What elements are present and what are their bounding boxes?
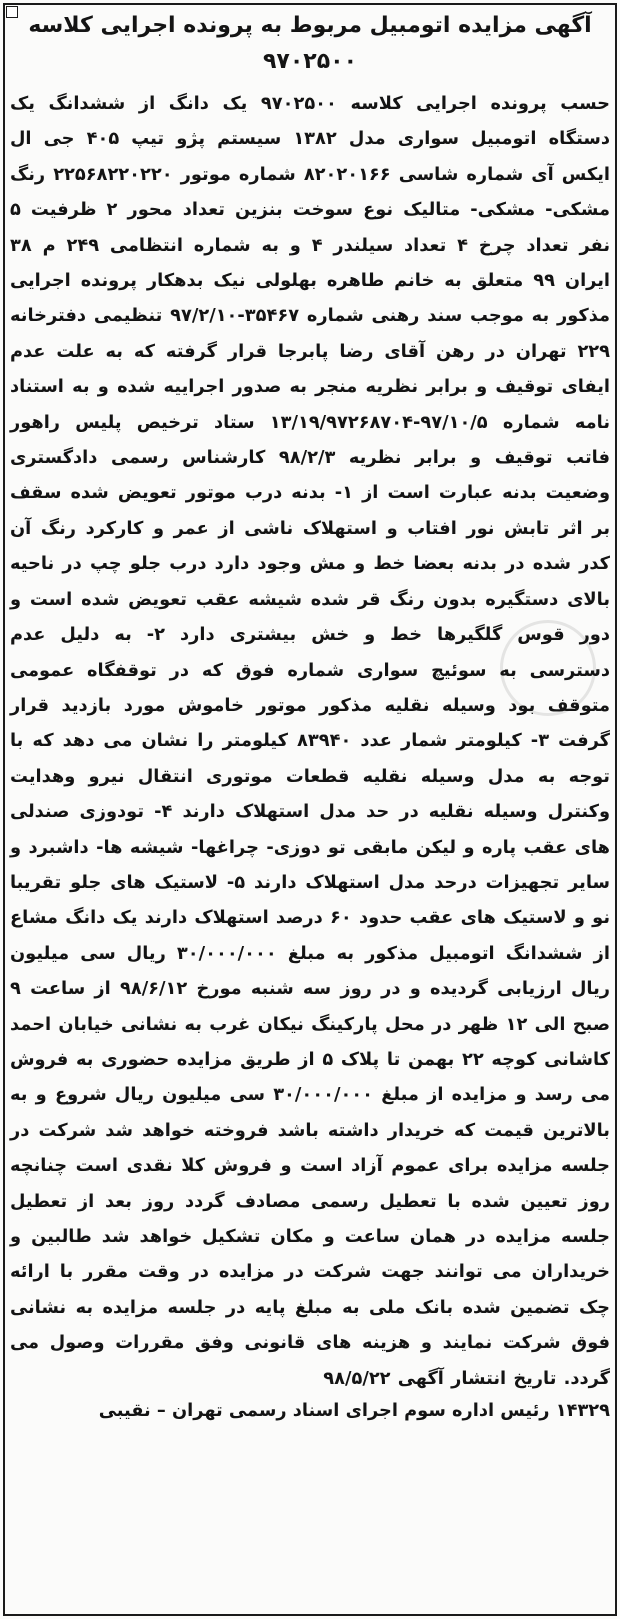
notice-footer-signature: ۱۴۳۲۹ رئیس اداره سوم اجرای اسناد رسمی تهران – نقیبی — [98, 1400, 610, 1422]
notice-content — [10, 8, 610, 1426]
notice-body: حسب پرونده اجرایی کلاسه ۹۷۰۲۵۰۰ یک دانگ از ششدانگ یک دستگاه اتومبیل سواری مدل ۱۳۸۲ سیستم پژو تیپ ۴۰۵ جی ال ایکس آی شماره شاسی ۸۲۰۲۰۱۶۶ شماره موتور ۲۲۵۶۸۲۲۰۲۲۰ رنگ مشکی- مشکی- متالیک نوع سوخت بنزین تعداد محور ۲ ظرفیت ۵ نفر تعداد چرخ ۴ تعداد سیلندر ۴ و به شماره انتظامی ۲۴۹ م ۳۸ ایران ۹۹ متعلق به خانم طاهره بهلولی نیک بدهکار پرونده اجرایی مذکور به موجب سند رهنی شماره ۳۵۴۶۷-۹۷/۲/۱۰ تنظیمی دفترخانه ۲۲۹ تهران در رهن آقای رضا پابرجا قرار گرفته که به علت عدم ایفای توقیف و برابر نظریه منجر به صدور اجراییه شده و به استناد نامه شماره ۹۷/۱۰/۵-۱۳/۱۹/۹۷۲۶۸۷۰۴ ستاد ترخیص پلیس راهور فاتب توقیف و برابر نظریه ۹۸/۲/۳ کارشناس رسمی دادگستری وضعیت بدنه عبارت است از ۱- بدنه درب موتور تعویض شده سقف بر اثر تابش نور افتاب و استهلاک ناشی از عمر و کارکرد رنگ آن کدر شده در بدنه بعضا خط و مش وجود دارد درب جلو چپ در ناحیه بالای دستگیره بدون رنگ قر شده شیشه عقب تعویض شده است و دور قوس گلگیرها خط و خش بیشتری دارد ۲- به دلیل عدم دسترسی به سوئیچ سواری شماره فوق که در توقفگاه عمومی متوقف بود وسیله نقلیه مذکور موتور خاموش مورد بازدید قرار گرفت ۳- کیلومتر شمار عدد ۸۳۹۴۰ کیلومتر را نشان می دهد که با توجه به مدل وسیله نقلیه قطعات موتوری انتقال نیرو وهدایت وکنترل وسیله نقلیه در حد مدل استهلاک دارند ۴- تودوزی صندلی های عقب پاره و لیکن مابقی تو دوزی- چراغها- شیشه ها- داشبرد و سایر تجهیزات درحد مدل استهلاک دارند ۵- لاستیک های جلو تقریبا نو و لاستیک های عقب حدود ۶۰ درصد استهلاک دارند یک دانگ مشاع از ششدانگ اتومبیل مذکور به مبلغ ۳۰/۰۰۰/۰۰۰ ریال سی میلیون ریال ارزیابی گردیده و در روز سه شنبه مورخ ۹۸/۶/۱۲ از ساعت ۹ صبح الی ۱۲ ظهر در محل پارکینگ نیکان غرب به نشانی خیابان احمد کاشانی کوچه ۲۲ بهمن تا پلاک ۵ از طریق مزایده حضوری به فروش می رسد و مزایده از مبلغ ۳۰/۰۰۰/۰۰۰ سی میلیون ریال شروع و به بالاترین قیمت که خریدار داشته باشد فروخته خواهد شد شرکت در جلسه مزایده برای عموم آزاد است و فروش کلا نقدی است چنانچه روز تعیین شده با تعطیل رسمی مصادف گردد روز بعد از تعطیل جلسه مزایده در همان ساعت و مکان تشکیل خواهد شد طالبین و خریداران می توانند جهت شرکت در مزایده در وقت مقرر با ارائه چک تضمین شده بانک ملی به مبلغ پایه در جلسه مزایده به نشانی فوق شرکت نمایند و هزینه های قانونی وفق مقررات وصول می گردد. تاریخ انتشار آگهی ۹۸/۵/۲۲ — [10, 93, 611, 1389]
notice-title: آگهی مزایده اتومبیل مربوط به پرونده اجرایی کلاسه ۹۷۰۲۵۰۰ — [28, 13, 592, 74]
